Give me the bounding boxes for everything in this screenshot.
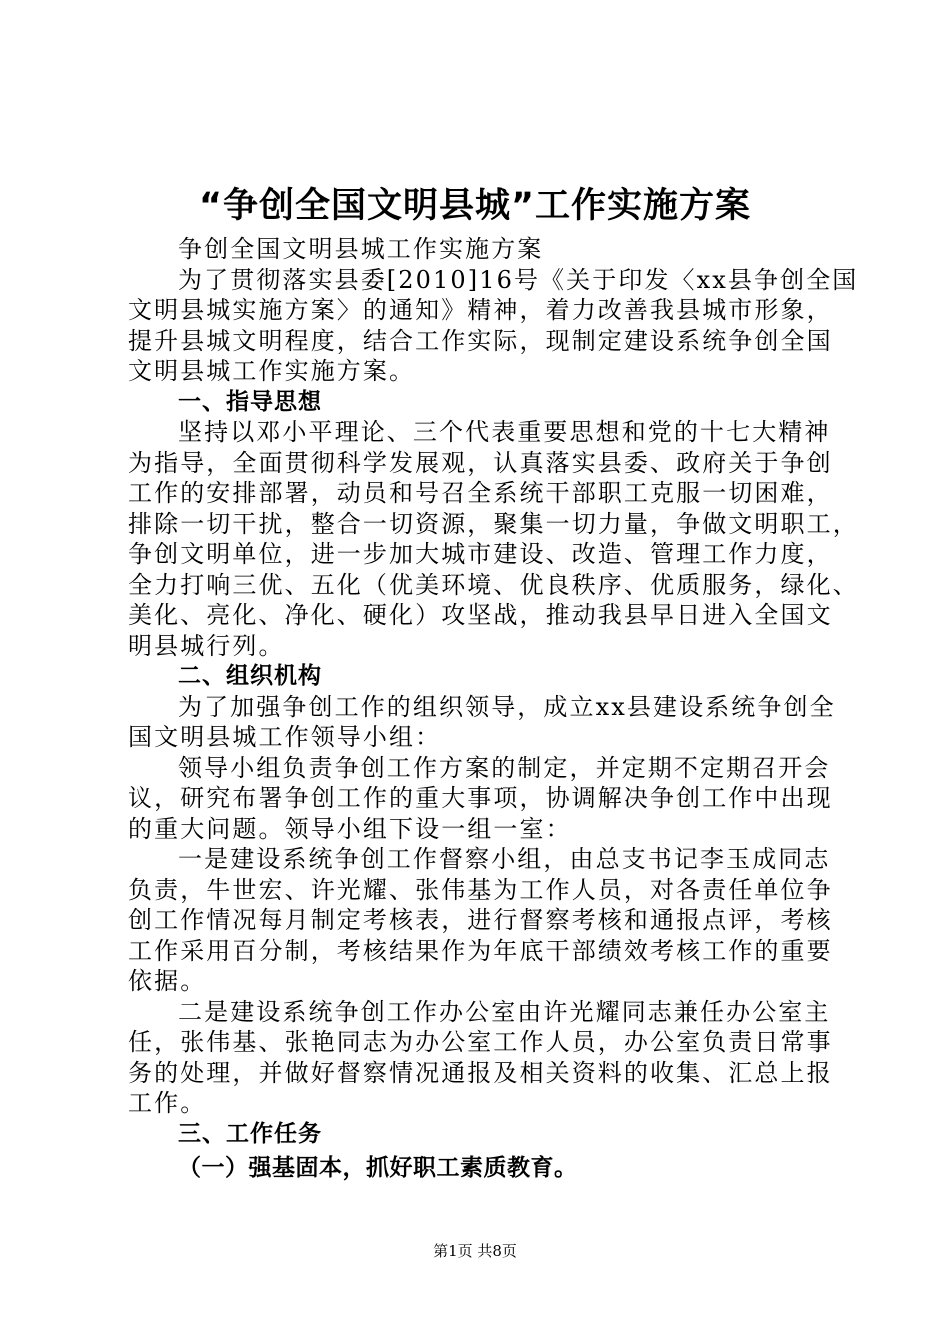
body-text-line: 争创全国文明县城工作实施方案: [178, 235, 544, 263]
body-text-line: 国文明县城工作领导小组：: [128, 723, 442, 751]
section-heading: 二、组织机构: [178, 663, 322, 689]
body-text-line: 明县城行列。: [128, 631, 285, 660]
body-text-line: 议，研究布署争创工作的重大事项，协调解决争创工作中出现: [128, 784, 833, 812]
body-text-line: 文明县城工作实施方案。: [128, 357, 416, 385]
body-text-line: 为了贯彻落实县委[2010]16号《关于印发〈xx县争创全国: [178, 265, 859, 294]
section-heading: 三、工作任务: [178, 1120, 322, 1147]
body-text-line: 依据。: [128, 967, 207, 995]
body-text-line: 领导小组负责争创工作方案的制定，并定期不定期召开会: [178, 753, 831, 782]
body-text-line: 工作。: [128, 1089, 207, 1117]
body-text-line: 负责，牛世宏、许光耀、张伟基为工作人员，对各责任单位争: [128, 875, 833, 904]
body-text-line: 二是建设系统争创工作办公室由许光耀同志兼任办公室主: [178, 997, 831, 1026]
body-text-line: 为了加强争创工作的组织领导，成立xx县建设系统争创全: [178, 692, 836, 721]
body-text-line: 工作采用百分制，考核结果作为年底干部绩效考核工作的重要: [128, 936, 833, 965]
page-footer: 第1页 共8页: [433, 1242, 517, 1260]
body-text-line: 美化、亮化、净化、硬化）攻坚战，推动我县早日进入全国文: [128, 601, 833, 629]
document-body: [128, 234, 859, 1184]
body-text-line: 排除一切干扰，整合一切资源，聚集一切力量，争做文明职工，: [128, 509, 859, 538]
body-text-line: 坚持以邓小平理论、三个代表重要思想和党的十七大精神: [178, 418, 831, 446]
body-text-line: 全力打响三优、五化（优美环境、优良秩序、优质服务，绿化、: [128, 570, 859, 599]
body-text-line: 文明县城实施方案〉的通知》精神，着力改善我县城市形象，: [128, 296, 833, 324]
body-text-line: 创工作情况每月制定考核表，进行督察考核和通报点评，考核: [128, 906, 833, 934]
body-text-line: 工作的安排部署，动员和号召全系统干部职工克服一切困难，: [128, 479, 833, 507]
body-text-line: 一是建设系统争创工作督察小组，由总支书记李玉成同志: [178, 845, 831, 873]
body-text-line: 的重大问题。领导小组下设一组一室：: [128, 814, 572, 843]
section-heading: 一、指导思想: [178, 388, 322, 415]
body-text-line: 任，张伟基、张艳同志为办公室工作人员，办公室负责日常事: [128, 1028, 833, 1056]
body-text-line: 争创文明单位，进一步加大城市建设、改造、管理工作力度，: [128, 540, 833, 568]
document-title: “争创全国文明县城”工作实施方案: [198, 186, 751, 226]
body-text-line: 为指导，全面贯彻科学发展观，认真落实县委、政府关于争创: [128, 448, 833, 477]
body-text-line: 提升县城文明程度，结合工作实际，现制定建设系统争创全国: [128, 326, 833, 355]
subsection-heading: （一）强基固本，抓好职工素质教育。: [178, 1155, 578, 1181]
body-text-line: 务的处理，并做好督察情况通报及相关资料的收集、汇总上报: [128, 1058, 833, 1087]
